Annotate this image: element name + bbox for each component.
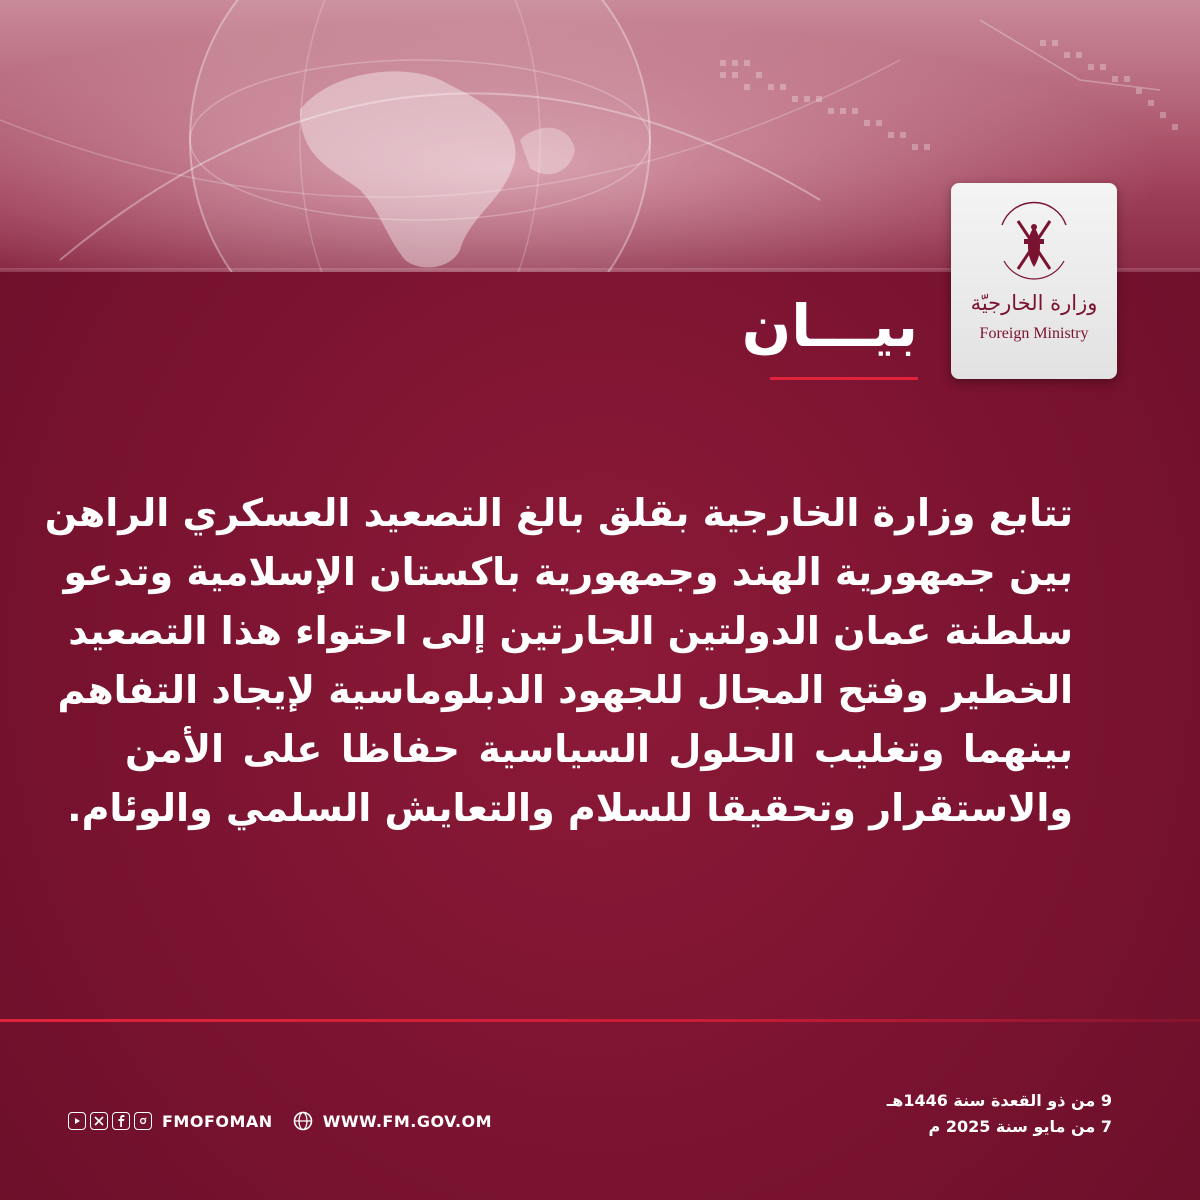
globe-icon	[293, 1111, 313, 1131]
statement-line: تتابع وزارة الخارجية بقلق بالغ التصعيد العسكري الراهن	[44, 491, 1073, 535]
khanjar-emblem-icon	[984, 197, 1084, 287]
gregorian-date: 7 من مايو سنة 2025 م	[928, 1117, 1112, 1136]
title-underline	[770, 377, 918, 380]
statement-line: والاستقرار وتحقيقا للسلام والتعايش السلمي والوئام.	[67, 786, 1073, 830]
statement-line: بين جمهورية الهند وجمهورية باكستان الإسلامية وتدعو	[63, 550, 1073, 594]
footer-contact	[68, 1108, 492, 1134]
statement-line: بينهما وتغليب الحلول السياسية حفاظا على الأمن	[125, 727, 1073, 771]
x-icon[interactable]	[90, 1112, 108, 1130]
ministry-name-english: Foreign Ministry	[979, 325, 1089, 342]
footer-divider	[0, 1019, 1200, 1022]
social-handle[interactable]: FMOFOMAN	[162, 1111, 273, 1131]
website-link[interactable]: WWW.FM.GOV.OM	[322, 1111, 493, 1131]
statement-line: الخطير وفتح المجال للجهود الدبلوماسية لإيجاد التفاهم	[57, 668, 1073, 712]
instagram-icon[interactable]	[134, 1112, 152, 1130]
facebook-icon[interactable]	[112, 1112, 130, 1130]
statement-dates	[887, 1088, 1112, 1140]
youtube-icon[interactable]	[68, 1112, 86, 1130]
ministry-logo	[951, 183, 1117, 379]
statement-body	[44, 484, 1073, 838]
ministry-name-arabic: وزارة الخارجيّة	[970, 291, 1098, 315]
hijri-date: 9 من ذو القعدة سنة 1446هـ	[886, 1091, 1112, 1110]
statement-line: سلطنة عمان الدولتين الجارتين إلى احتواء هذا التصعيد	[68, 609, 1073, 653]
statement-title: بيـــان	[741, 292, 918, 360]
